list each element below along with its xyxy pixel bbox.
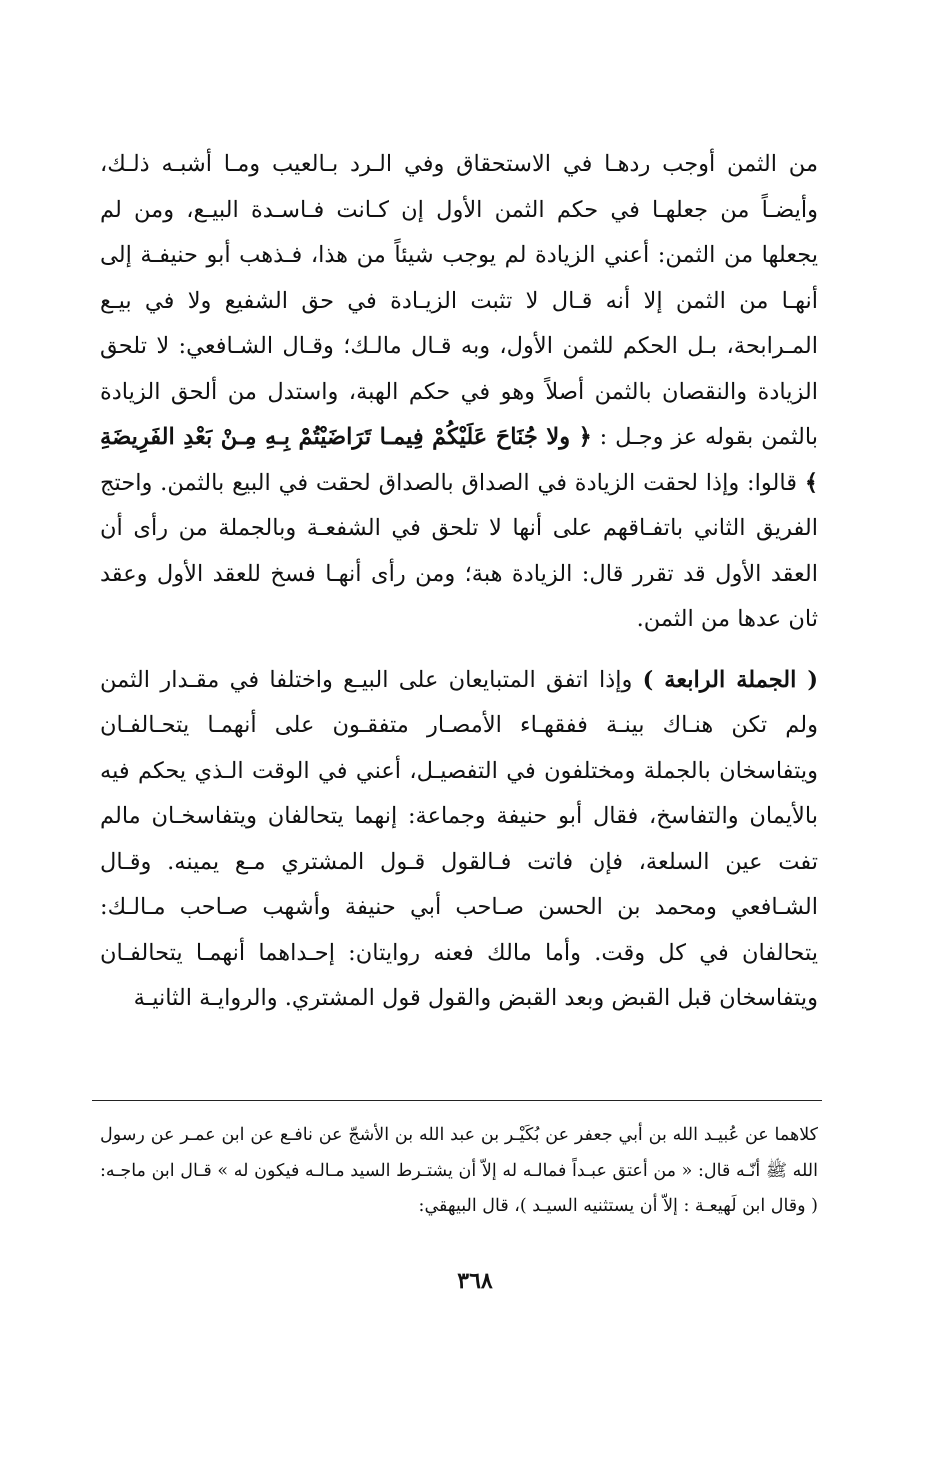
paragraph-1-text-a: من الثمن أوجب ردهـا في الاستحقاق وفي الـرد بـالعيب ومـا أشبـه ذلـك، وأيضـاً من جعلهـا في حكم الثمن الأول إن كـانت فـاسـدة البيـع، ومن لم يجعلها من الثمن: أعني الزيادة لم يوجب شيئاً من هذا، فـذهب أبو حنيفـة إلى أنهـا من الثمن إلا أنه قـال لا تثبت الزيـادة في حق الشفيع ولا في بيـع المـرابحة، بـل الحكم للثمن الأول، وبه قـال مالـك؛ وقـال الشـافعي: لا تلحق الزيادة والنقصان بالثمن أصلاً وهو في حكم الهبة، واستدل من ألحق الزيادة بالثمن بقوله عز وجـل : xyxy=(100,151,818,450)
quran-verse: ﴿ ولا جُنَاحَ عَلَيْكُمْ فِيمـا تَرَاضَيْتُمْ بِـهِ مِـنْ بَعْدِ الفَرِيضَةِ ﴾ xyxy=(100,424,818,496)
paragraph-1 xyxy=(100,142,818,643)
section-heading: ( الجملة الرابعة ) xyxy=(642,666,818,693)
main-text xyxy=(100,142,818,1022)
footnote xyxy=(100,1118,818,1225)
page-number: ٣٦٨ xyxy=(457,1268,493,1294)
paragraph-2-text: وإذا اتفق المتبايعان على البيـع واختلفا في مقـدار الثمن ولم تكن هنـاك بينـة ففقهـاء الأمصـار متفقـون على أنهمـا يتحـالفـان ويتفاسخان بالجملة ومختلفون في التفصيـل، أعني في الوقت الـذي يحكم فيه بالأيمان والتفاسخ، فقال أبو حنيفة وجماعة: إنهما يتحالفان ويتفاسخـان مالم تفت عين السلعة، فإن فاتت فـالقول قـول المشتري مـع يمينه. وقـال الشـافعي ومحمد بن الحسن صـاحب أبي حنيفة وأشهب صـاحب مـالـك: يتحالفان في كل وقت. وأما مالك فعنه روايتان: إحـداهما أنهمـا يتحالفـان ويتفاسخان قبل القبض وبعد القبض والقول قول المشتري. والروايـة الثانيـة xyxy=(100,666,818,1011)
paragraph-2 xyxy=(100,658,818,1022)
paragraph-1-text-b: قالوا: وإذا لحقت الزيادة في الصداق بالصداق لحقت في البيع بالثمن. واحتج الفريق الثاني باتفـاقهم على أنها لا تلحق في الشفعـة وبالجملة من رأى أن العقد الأول قد تقرر قال: الزيادة هبة؛ ومن رأى أنهـا فسخ للعقد الأول وعقد ثان عدها من الثمن. xyxy=(100,469,818,632)
footnote-text: كلاهما عن عُبيـد الله بن أبي جعفر عن بُكَيْـر بن عبد الله بن الأشجّ عن نافـع عن ابن عمـر عن رسول الله ﷺ أنّـه قال: « من أعتق عبـداً فمالـه له إلاّ أن يشتـرط السيد مـالـه فيكون له » قـال ابن ماجـه: ( وقال ابن لَهيعـة : إلاّ أن يستثنيه السيـد )، قال البيهقي: xyxy=(100,1125,818,1216)
footnote-divider xyxy=(92,1100,822,1101)
